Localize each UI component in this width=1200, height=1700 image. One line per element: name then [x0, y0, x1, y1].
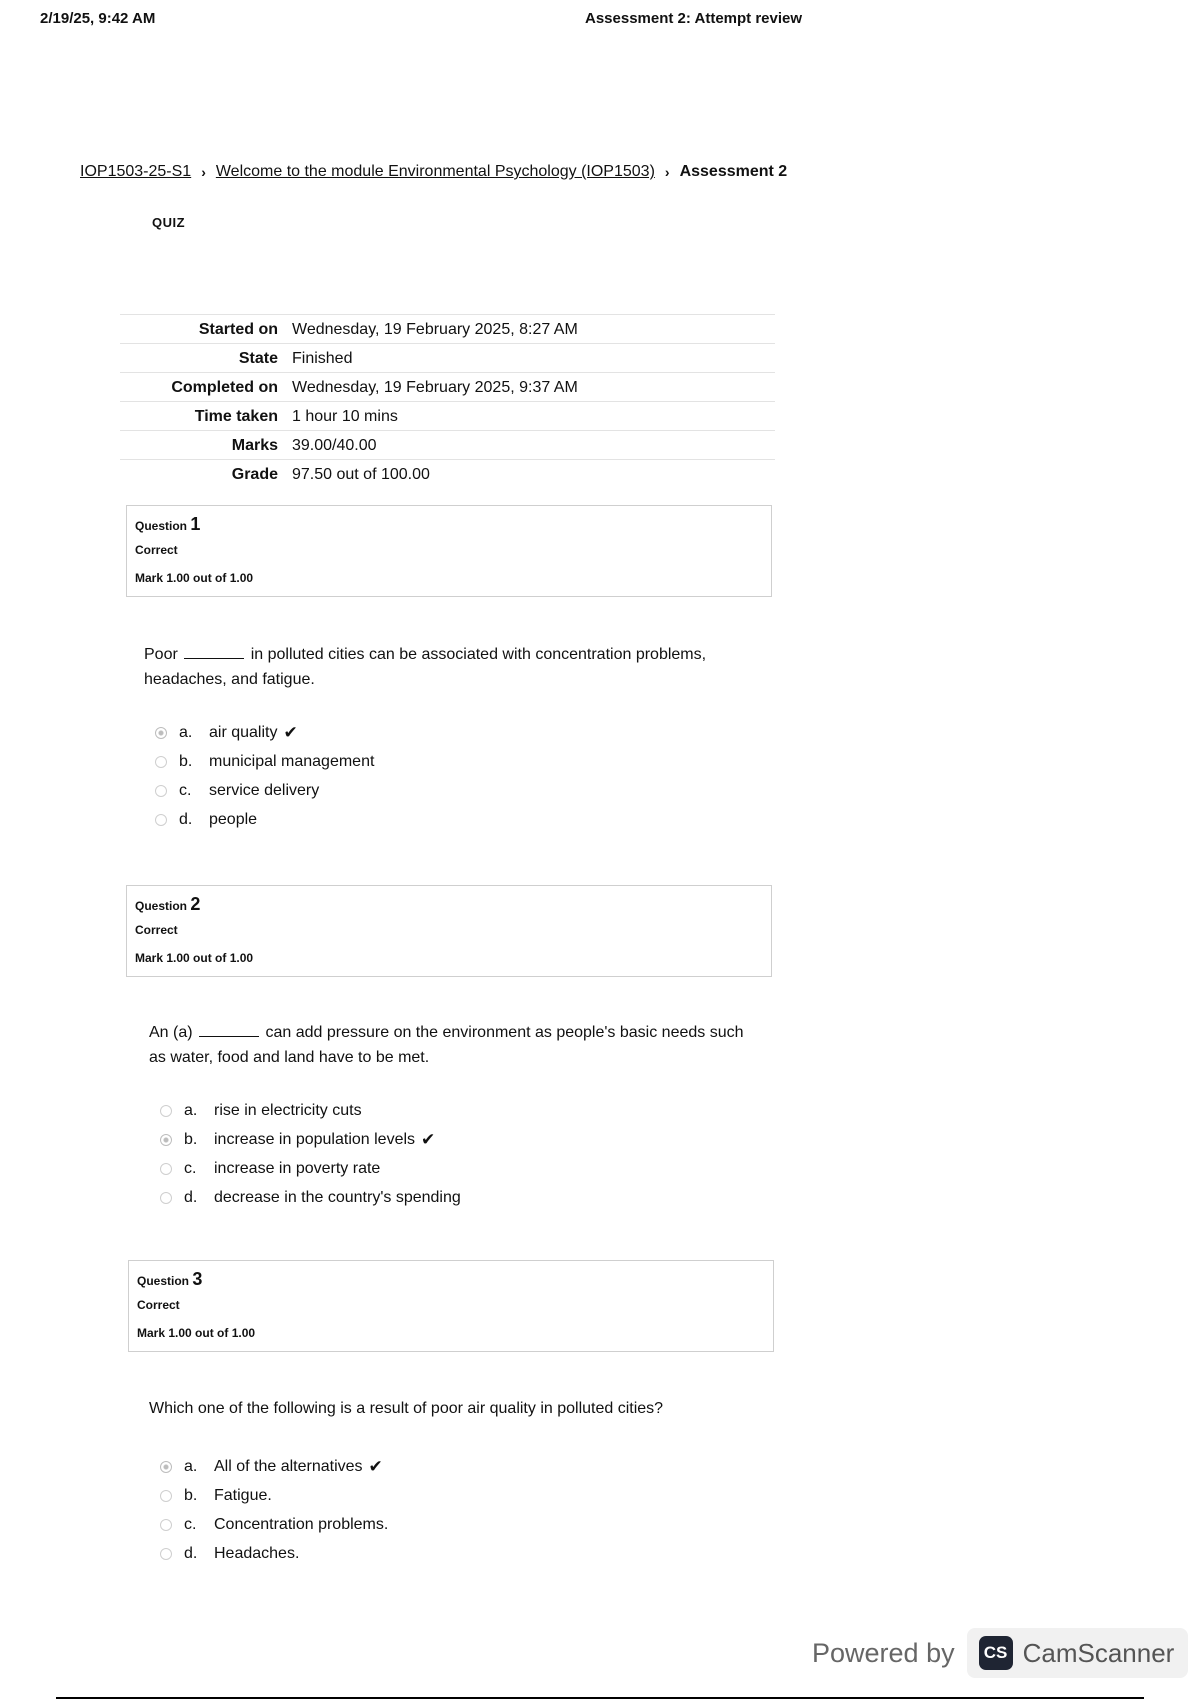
answer-option: b. increase in population levels ✔	[160, 1125, 461, 1154]
summary-value: 1 hour 10 mins	[292, 402, 775, 431]
answer-option: a. rise in electricity cuts	[160, 1096, 461, 1125]
question-number: Question 1	[135, 514, 201, 534]
radio-button[interactable]	[160, 1548, 172, 1560]
activity-type-label: QUIZ	[152, 215, 186, 230]
breadcrumb	[80, 163, 787, 181]
question-mark: Mark 1.00 out of 1.00	[135, 951, 254, 965]
summary-row	[120, 431, 775, 460]
radio-button[interactable]	[160, 1163, 172, 1175]
answer-option: d. Headaches.	[160, 1539, 388, 1568]
question-mark: Mark 1.00 out of 1.00	[135, 571, 254, 585]
summary-label: Grade	[120, 460, 292, 489]
question-text: Which one of the following is a result of poor air quality in polluted cities?	[149, 1400, 664, 1417]
answer-option: d. people	[155, 805, 374, 834]
radio-button[interactable]	[155, 785, 167, 797]
summary-label: Completed on	[120, 373, 292, 402]
radio-button[interactable]	[160, 1461, 172, 1473]
answer-options	[160, 1096, 461, 1212]
radio-button[interactable]	[155, 756, 167, 768]
summary-value: Wednesday, 19 February 2025, 9:37 AM	[292, 373, 775, 402]
answer-option: d. decrease in the country's spending	[160, 1183, 461, 1212]
question-number: Question 3	[137, 1269, 203, 1289]
print-datetime: 2/19/25, 9:42 AM	[40, 10, 156, 27]
question-number: Question 2	[135, 894, 201, 914]
question-info-box	[126, 505, 772, 597]
radio-button[interactable]	[160, 1134, 172, 1146]
camscanner-logo-icon: CS	[979, 1636, 1013, 1670]
breadcrumb-module-link[interactable]: Welcome to the module Environmental Psychology (IOP1503)	[215, 163, 655, 180]
question-text: Poor in polluted cities can be associated with concentration problems, headaches, and fatigue.	[144, 646, 707, 688]
checkmark-icon: ✔	[368, 1456, 383, 1476]
summary-value: 39.00/40.00	[292, 431, 775, 460]
summary-row	[120, 402, 775, 431]
camscanner-brand-name: CamScanner	[1022, 1637, 1175, 1668]
chevron-right-icon: ›	[201, 164, 206, 180]
question-text: An (a) can add pressure on the environment as people's basic needs such as water, food and land have to be met.	[149, 1024, 744, 1066]
question-state: Correct	[135, 923, 178, 937]
summary-label: Started on	[120, 315, 292, 344]
radio-button[interactable]	[160, 1192, 172, 1204]
answer-option: b. municipal management	[155, 747, 374, 776]
summary-row	[120, 373, 775, 402]
question-info-box	[128, 1260, 774, 1352]
bottom-divider	[56, 1697, 1144, 1699]
answer-blank	[199, 1024, 259, 1037]
answer-option: c. Concentration problems.	[160, 1510, 388, 1539]
answer-option: c. service delivery	[155, 776, 374, 805]
answer-option: c. increase in poverty rate	[160, 1154, 461, 1183]
summary-label: Marks	[120, 431, 292, 460]
answer-option: a. All of the alternatives ✔	[160, 1452, 388, 1481]
summary-value: Wednesday, 19 February 2025, 8:27 AM	[292, 315, 775, 344]
checkmark-icon: ✔	[283, 722, 298, 742]
summary-row	[120, 315, 775, 344]
print-page-title: Assessment 2: Attempt review	[585, 10, 803, 27]
summary-row	[120, 344, 775, 373]
powered-by-text: Powered by	[812, 1637, 955, 1668]
camscanner-watermark	[812, 1628, 1188, 1678]
breadcrumb-current: Assessment 2	[679, 163, 788, 180]
question-state: Correct	[137, 1298, 180, 1312]
question-mark: Mark 1.00 out of 1.00	[137, 1326, 256, 1340]
checkmark-icon: ✔	[421, 1129, 436, 1149]
summary-value: Finished	[292, 344, 775, 373]
summary-value: 97.50 out of 100.00	[292, 460, 775, 489]
radio-button[interactable]	[155, 814, 167, 826]
attempt-summary-table	[120, 314, 775, 488]
radio-button[interactable]	[160, 1519, 172, 1531]
question-state: Correct	[135, 543, 178, 557]
answer-options	[160, 1452, 388, 1568]
answer-options	[155, 718, 374, 834]
radio-button[interactable]	[155, 727, 167, 739]
question-info-box	[126, 885, 772, 977]
summary-label: State	[120, 344, 292, 373]
answer-option: b. Fatigue.	[160, 1481, 388, 1510]
radio-button[interactable]	[160, 1105, 172, 1117]
radio-button[interactable]	[160, 1490, 172, 1502]
chevron-right-icon: ›	[664, 164, 670, 180]
answer-blank	[184, 646, 244, 659]
summary-row	[120, 460, 775, 489]
breadcrumb-course-link[interactable]: IOP1503-25-S1	[80, 163, 192, 180]
camscanner-badge	[967, 1628, 1189, 1678]
answer-option: a. air quality ✔	[155, 718, 374, 747]
summary-label: Time taken	[120, 402, 292, 431]
